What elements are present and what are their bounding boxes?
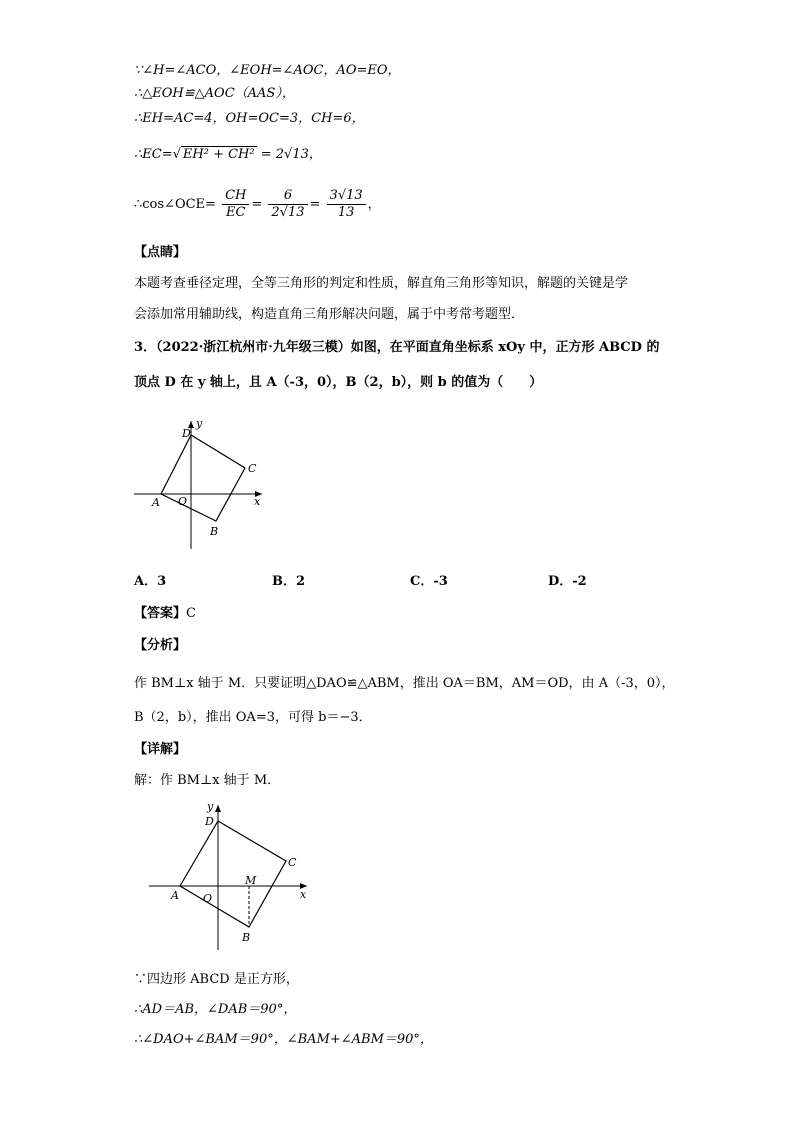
proof-line-1: ∵∠H=∠ACO，∠EOH=∠AOC，AO=EO，	[134, 63, 401, 78]
label-x-2: x	[300, 888, 307, 901]
label-y-2: y	[207, 800, 214, 813]
question-line-1: 3．（2022·浙江杭州市·九年级三模）如图，在平面直角坐标系 xOy 中，正方形 ABCD 的	[134, 340, 660, 355]
answer-line	[134, 605, 196, 623]
fraction-6	[268, 188, 307, 221]
label-B-2: B	[242, 931, 251, 944]
square-abcd	[161, 435, 245, 521]
square-abcd-2	[180, 821, 286, 927]
y-axis-arrow-2	[215, 805, 221, 812]
option-a: A．3	[134, 574, 167, 589]
option-b: B．2	[272, 574, 306, 589]
label-A: A	[152, 496, 160, 509]
frac2-num: 6	[268, 188, 307, 205]
dianjing-text-1: 本题考查垂径定理，全等三角形的判定和性质，解直角三角形等知识，解题的关键是学	[134, 276, 629, 291]
line4-prefix: ∴EC=	[134, 147, 173, 162]
label-A-2: A	[171, 889, 179, 902]
radical-sign: √	[172, 147, 181, 162]
option-d: D．-2	[548, 574, 587, 589]
proof-line-2: ∴△EOH≌△AOC（AAS），	[134, 86, 295, 101]
answer-value: C	[186, 606, 196, 621]
label-y: y	[196, 417, 203, 430]
question-line-2: 顶点 D 在 y 轴上，且 A（-3，0），B（2，b），则 b 的值为（ ）	[134, 375, 543, 390]
proof-line-5: ∴cos∠OCE= $\frac{CH}{EC}$ = $\frac{6}{2√13}$ = $\frac{3√13}{13}$ ，	[134, 188, 381, 220]
label-C: C	[248, 462, 257, 475]
fraction-ch-ec	[222, 188, 249, 221]
radicand: EH² + CH²	[182, 147, 255, 162]
label-x: x	[254, 495, 261, 508]
analysis-text-2: B（2，b），推出 OA=3，可得 b＝−3．	[134, 710, 372, 725]
proof-line-3: ∴EH=AC=4，OH=OC=3，CH=6，	[134, 111, 365, 126]
frac1-num: CH	[222, 188, 249, 205]
frac2-den: 2√13	[271, 205, 305, 220]
solution-figure	[145, 798, 315, 953]
detail-step-1: ∵四边形 ABCD 是正方形，	[134, 972, 299, 987]
proof-line-4	[134, 146, 322, 164]
frac3-den: 13	[337, 205, 355, 220]
frac3-num: 3√13	[327, 188, 366, 205]
label-O-2: O	[203, 892, 213, 905]
label-M-2: M	[245, 874, 257, 887]
label-D-2: D	[205, 815, 214, 828]
line5-comma: ，	[367, 197, 381, 212]
label-B: B	[210, 525, 219, 538]
label-O: O	[178, 495, 188, 508]
line4-result: = 2√13，	[260, 147, 322, 162]
question-figure	[130, 415, 270, 555]
label-D: D	[182, 427, 191, 440]
detail-step-3: ∴∠DAO+∠BAM＝90°，∠BAM+∠ABM＝90°，	[134, 1032, 433, 1047]
cos-prefix: ∴cos∠OCE=	[134, 197, 216, 212]
option-c: C．-3	[410, 574, 448, 589]
frac1-den: EC	[226, 205, 246, 220]
dianjing-heading: 【点睛】	[134, 245, 187, 260]
detail-text-1: 解：作 BM⊥x 轴于 M．	[134, 773, 281, 788]
fraction-result	[327, 188, 366, 221]
detail-step-2: ∴AD＝AB，∠DAB＝90°，	[134, 1002, 297, 1017]
label-C-2: C	[288, 856, 297, 869]
analysis-text-1: 作 BM⊥x 轴于 M．只要证明△DAO≌△ABM，推出 OA＝BM，AM＝OD，由 A（-3，0），	[134, 676, 675, 691]
dianjing-text-2: 会添加常用辅助线，构造直角三角形解决问题，属于中考常考题型．	[134, 307, 525, 322]
answer-label: 【答案】	[134, 606, 187, 621]
analysis-heading: 【分析】	[134, 638, 187, 653]
detail-heading: 【详解】	[134, 742, 187, 757]
